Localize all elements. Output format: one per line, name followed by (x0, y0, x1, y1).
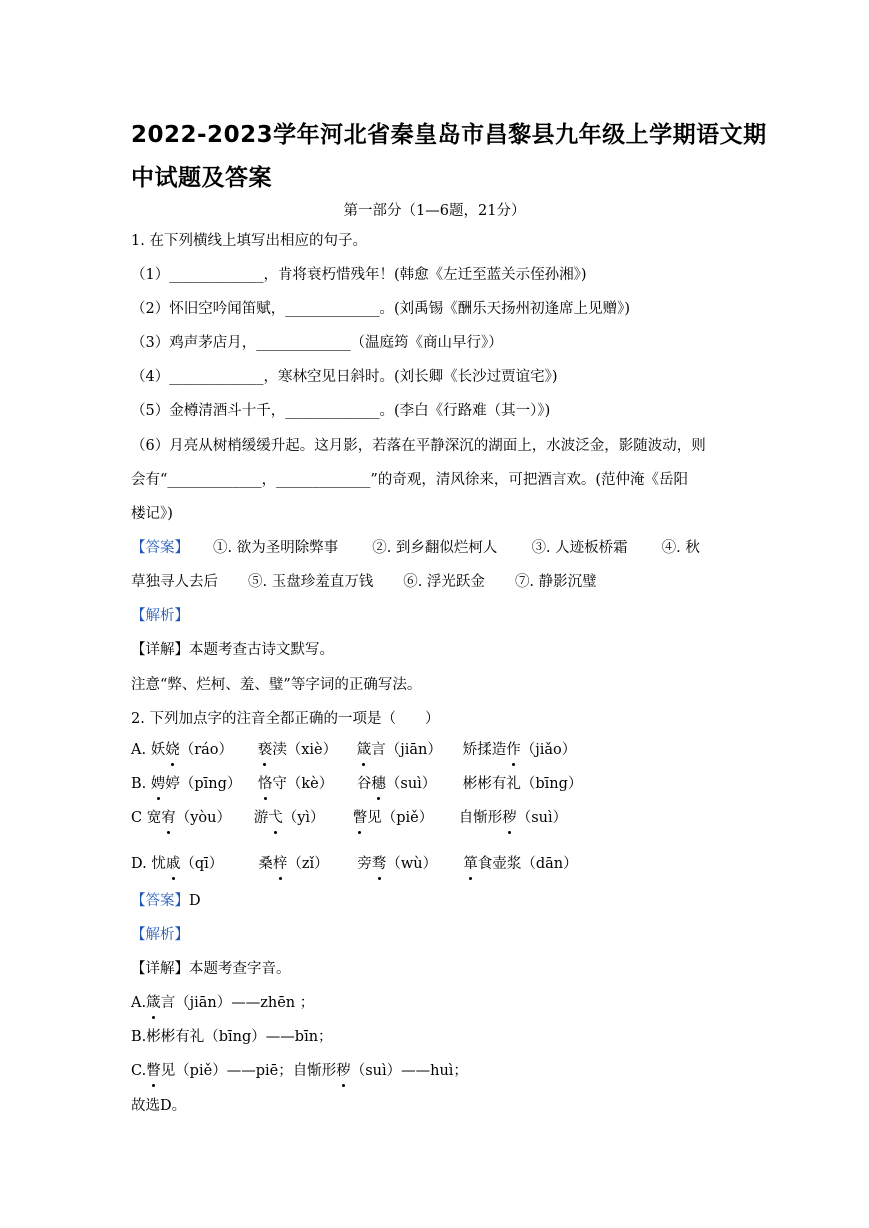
option-pinyin: （suì） (385, 776, 437, 792)
option-char: 游 (253, 810, 269, 826)
option-pinyin: （wù） (386, 856, 438, 872)
dotted-char: 梓 (272, 856, 288, 872)
dotted-char: 弋 (268, 810, 283, 826)
q2-explain-c (131, 1062, 468, 1080)
q1-item-6-line-3: 楼记》) (131, 506, 173, 522)
q2-option-d (131, 855, 578, 873)
dotted-char: 箴 (356, 742, 372, 758)
q2-option-a (131, 741, 576, 759)
q1-item-4: （4）_____________，寒林空见日斜时。(刘长卿《长沙过贾谊宅》) (131, 369, 558, 385)
option-char: 桑 (258, 856, 273, 872)
option-char: 言 (371, 742, 386, 758)
option-pinyin: （yì） (282, 810, 325, 826)
dotted-char: 娆 (165, 742, 180, 758)
answer-label: 【答案】 (131, 540, 189, 556)
option-char: 自惭形 (458, 810, 503, 826)
dotted-char: 恪 (257, 776, 273, 792)
section-heading: 第一部分（1—6题，21分） (343, 203, 526, 219)
option-char: 妖 (150, 742, 166, 758)
option-char: 彬彬有礼 (462, 776, 521, 792)
option-pinyin: （yòu） (175, 810, 231, 826)
dotted-char: 秽 (336, 1063, 351, 1079)
option-pinyin: （ráo） (179, 742, 234, 758)
q2-answer (131, 892, 201, 910)
answer-label: 【答案】 (131, 893, 189, 909)
q2-detail: 【详解】本题考查字音。 (131, 961, 291, 977)
answer-value: D (189, 893, 201, 909)
q1-answer-line-1 (131, 539, 700, 557)
q2-option-c (131, 809, 567, 827)
q2-explain-a (131, 994, 314, 1012)
dotted-char: 穗 (371, 776, 386, 792)
q2-option-b (131, 775, 582, 793)
explain-text: （suì）——huì； (350, 1063, 468, 1079)
option-char: 忧 (151, 856, 166, 872)
dotted-char: 瞥 (146, 1063, 161, 1079)
option-char: 宽 (146, 810, 162, 826)
option-pinyin: （jiān） (385, 742, 442, 758)
dotted-char: 箴 (146, 995, 161, 1011)
dotted-char: 亵 (257, 742, 273, 758)
dotted-char: 秽 (502, 810, 517, 826)
answer-item: ③. 人迹板桥霜 (531, 540, 628, 556)
option-char: 矫揉造 (462, 742, 507, 758)
dotted-char: 宥 (161, 810, 176, 826)
option-pinyin: （bīng） (520, 776, 583, 792)
dotted-char: 娉 (150, 776, 166, 792)
option-char: 婷 (165, 776, 180, 792)
option-pinyin: （zǐ） (287, 856, 329, 872)
option-char: 食壶浆 (477, 856, 522, 872)
dotted-char: 作 (506, 742, 521, 758)
option-pinyin: （suì） (516, 810, 568, 826)
dotted-char: 箪 (463, 856, 478, 872)
option-pinyin: （xiè） (286, 742, 338, 758)
q1-note: 注意“弊、烂柯、羞、璧”等字词的正确写法。 (131, 677, 422, 693)
q2-explain-b: B.彬彬有礼（bīng）——bīn； (131, 1029, 333, 1045)
option-pinyin: （qī） (180, 856, 224, 872)
dotted-char: 戚 (165, 856, 181, 872)
q2-analysis-label: 【解析】 (131, 927, 189, 943)
option-pinyin: （pīng） (179, 776, 242, 792)
document-title-line-2: 中试题及答案 (131, 165, 272, 191)
option-letter: A. (131, 742, 151, 758)
q1-item-1: （1）_____________，肯将衰朽惜残年！(韩愈《左迁至蓝关示侄孙湘》) (131, 267, 587, 283)
answer-item: 草独寻人去后 (131, 574, 218, 590)
answer-item: ⑦. 静影沉璧 (514, 574, 597, 590)
q2-conclusion: 故选D。 (131, 1098, 187, 1114)
option-char: 旁 (357, 856, 372, 872)
q1-item-6-line-1: （6）月亮从树梢缓缓升起。这月影，若落在平静深沉的湖面上，水波泛金，影随波动，则 (131, 438, 706, 454)
document-title-line-1: 2022-2023学年河北省秦皇岛市昌黎县九年级上学期语文期 (131, 122, 767, 148)
option-pinyin: （jiǎo） (520, 742, 577, 758)
q1-item-5: （5）金樽清酒斗十千，_____________。(李白《行路难（其一）》) (131, 403, 551, 419)
option-char: 守 (272, 776, 287, 792)
dotted-char: 瞥 (352, 810, 368, 826)
option-pinyin: （kè） (286, 776, 334, 792)
explain-text: A. (131, 995, 147, 1011)
answer-item: ②. 到乡翻似烂柯人 (372, 540, 498, 556)
option-pinyin: （dān） (521, 856, 578, 872)
option-letter: C (131, 810, 147, 826)
dotted-char: 骛 (371, 856, 387, 872)
option-letter: D. (131, 856, 152, 872)
q1-item-3: （3）鸡声茅店月，_____________（温庭筠《商山早行》） (131, 335, 503, 351)
q1-analysis-label: 【解析】 (131, 608, 189, 624)
explain-text: 见（piě）——piē；自惭形 (160, 1063, 337, 1079)
explain-text: 言（jiān）——zhēn ； (160, 995, 315, 1011)
q1-answer-line-2 (131, 573, 597, 591)
q1-item-2: （2）怀旧空吟闻笛赋，_____________。(刘禹锡《酬乐天扬州初逢席上见赠》) (131, 301, 631, 317)
answer-item: ⑥. 浮光跃金 (403, 574, 485, 590)
option-letter: B. (131, 776, 151, 792)
answer-item: ④. 秋 (661, 540, 700, 556)
q1-detail: 【详解】本题考查古诗文默写。 (131, 642, 334, 658)
q1-stem: 1. 在下列横线上填写出相应的句子。 (131, 233, 367, 249)
q1-item-6-line-2: 会有“_____________，_____________”的奇观，清风徐来，可把酒言欢。(范仲淹《岳阳 (131, 472, 688, 488)
option-char: 谷 (356, 776, 372, 792)
option-char: 渎 (272, 742, 287, 758)
option-pinyin: （piě） (381, 810, 434, 826)
q2-stem: 2. 下列加点字的注音全都正确的一项是（ ） (131, 711, 440, 727)
option-char: 见 (367, 810, 382, 826)
answer-item: ⑤. 玉盘珍羞直万钱 (248, 574, 374, 590)
answer-item: ①. 欲为圣明除弊事 (213, 540, 339, 556)
explain-text: C. (131, 1063, 147, 1079)
